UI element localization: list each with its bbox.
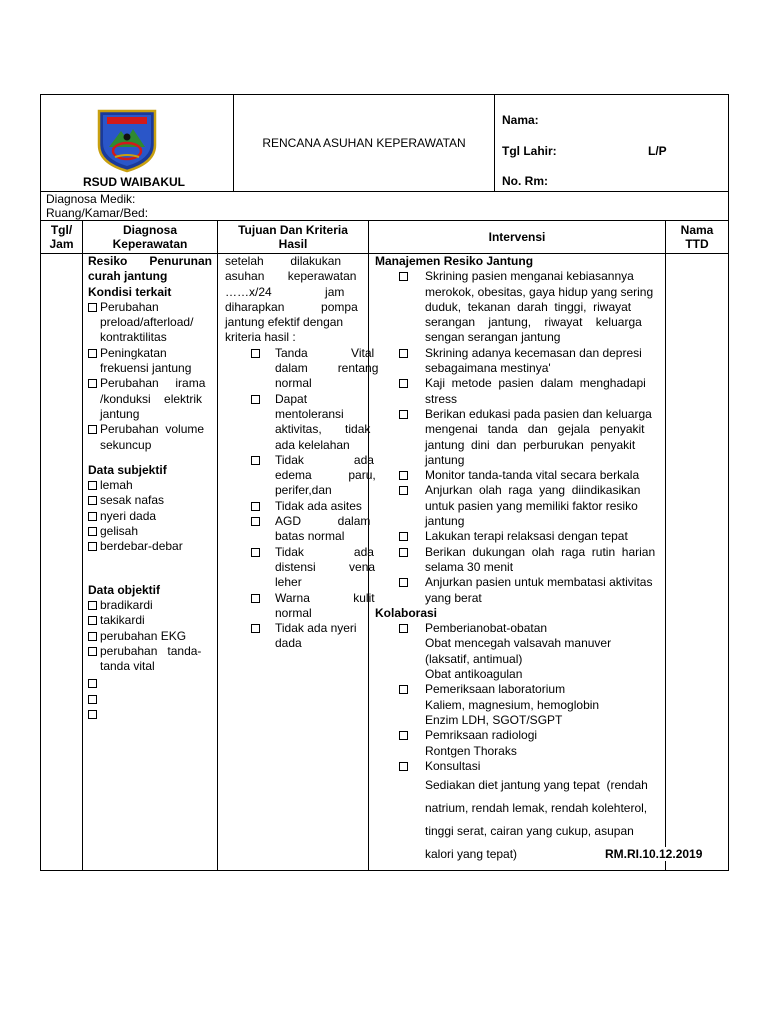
list-item-line: mentoleransi bbox=[275, 406, 344, 421]
list-item-line: normal bbox=[275, 376, 312, 391]
checkbox[interactable] bbox=[251, 517, 260, 526]
list-item-line: sekuncup bbox=[100, 437, 152, 452]
list-item bbox=[399, 575, 659, 606]
list-item-label: takikardi bbox=[100, 613, 145, 628]
kondisi-list bbox=[88, 300, 212, 453]
checkbox[interactable] bbox=[88, 527, 97, 536]
list-item-line: leher bbox=[275, 575, 302, 590]
list-item bbox=[399, 483, 659, 529]
col-intervensi-header: Intervensi bbox=[368, 220, 666, 254]
list-item-line: Enzim LDH, SGOT/SGPT bbox=[425, 712, 563, 727]
list-item-line: distensi vena bbox=[275, 559, 376, 574]
nama-label: Nama: bbox=[502, 113, 539, 127]
checkbox[interactable] bbox=[399, 379, 408, 388]
kolaborasi-heading: Kolaborasi bbox=[375, 605, 438, 620]
checkbox[interactable] bbox=[88, 481, 97, 490]
subjektif-list bbox=[88, 478, 212, 554]
list-item-label: sesak nafas bbox=[100, 493, 165, 508]
list-item bbox=[251, 621, 361, 652]
diagnosa-medik-label: Diagnosa Medik: bbox=[46, 192, 136, 206]
checkbox[interactable] bbox=[399, 578, 408, 587]
list-item-line: Rontgen Thoraks bbox=[425, 743, 517, 758]
list-item bbox=[399, 621, 659, 682]
list-item bbox=[399, 376, 659, 407]
list-item-line: aktivitas, tidak bbox=[275, 422, 371, 437]
list-item-line: Tidak ada asites bbox=[275, 498, 362, 513]
objektif-heading: Data objektif bbox=[88, 582, 161, 597]
list-item bbox=[399, 529, 659, 544]
body-intervensi-cell bbox=[368, 253, 666, 871]
checkbox[interactable] bbox=[399, 731, 408, 740]
form-code: RM.RI.10.12.2019 bbox=[605, 847, 703, 861]
list-item bbox=[251, 452, 376, 499]
empty-checkbox[interactable] bbox=[88, 676, 212, 691]
kondisi-heading: Kondisi terkait bbox=[88, 284, 172, 299]
list-item-line: Tanda Vital bbox=[275, 345, 375, 360]
tujuan-intro-line: ……x/24 jam bbox=[225, 284, 345, 299]
meta-cell bbox=[40, 191, 729, 221]
list-item-line: sebagaimana mestinya' bbox=[425, 361, 551, 376]
list-item-line: Skrining adanya kecemasan dan depresi bbox=[425, 345, 642, 360]
list-item bbox=[88, 509, 212, 524]
list-item-line: duduk, tekanan darah tinggi, riwayat bbox=[425, 299, 632, 314]
body-tgl-cell bbox=[40, 253, 83, 871]
list-item bbox=[399, 728, 659, 759]
list-item bbox=[399, 468, 659, 483]
list-item bbox=[399, 407, 659, 468]
col-tgl-header: Tgl/ Jam bbox=[40, 220, 83, 254]
list-item-line: Pemberianobat-obatan bbox=[425, 621, 548, 636]
checkbox[interactable] bbox=[88, 303, 97, 312]
checkbox[interactable] bbox=[399, 272, 408, 281]
diagnosa-title-line2: curah jantung bbox=[88, 269, 168, 284]
list-item-line: kalori yang tepat) bbox=[425, 847, 518, 862]
list-item-line: Berikan edukasi pada pasien dan keluarga bbox=[425, 406, 652, 421]
list-item-line: mengenai tanda dan gejala penyakit bbox=[425, 422, 645, 437]
list-item-line: tanda vital bbox=[100, 659, 155, 674]
checkbox[interactable] bbox=[399, 410, 408, 419]
col-tujuan-header: Tujuan Dan Kriteria Hasil bbox=[217, 220, 369, 254]
list-item bbox=[251, 391, 371, 453]
checkbox[interactable] bbox=[251, 548, 260, 557]
tujuan-intro bbox=[225, 254, 361, 346]
col-ttd-header: Nama TTD bbox=[665, 220, 729, 254]
list-item-line: Tidak ada bbox=[275, 544, 374, 559]
list-item-line: Kaliem, magnesium, hemoglobin bbox=[425, 697, 600, 712]
list-item bbox=[88, 539, 212, 554]
list-item-line: jantung bbox=[425, 514, 465, 529]
list-item bbox=[88, 629, 212, 644]
list-item-line: Lakukan terapi relaksasi dengan tepat bbox=[425, 529, 628, 544]
manajemen-heading: Manajemen Resiko Jantung bbox=[375, 254, 534, 268]
list-item-label: Perubahan volume bbox=[100, 422, 205, 437]
checkbox[interactable] bbox=[399, 762, 408, 771]
empty-checkbox[interactable] bbox=[88, 707, 212, 722]
checkbox[interactable] bbox=[399, 349, 408, 358]
ruang-label: Ruang/Kamar/Bed: bbox=[46, 206, 149, 220]
list-item-line: tinggi serat, cairan yang cukup, asupan bbox=[425, 824, 634, 839]
checkbox[interactable] bbox=[251, 456, 260, 465]
list-item-line: stress bbox=[425, 391, 458, 406]
header-title-cell bbox=[233, 94, 495, 192]
list-item bbox=[399, 346, 659, 377]
checkbox[interactable] bbox=[88, 647, 97, 656]
list-item bbox=[251, 544, 376, 591]
list-item bbox=[88, 613, 212, 628]
list-item bbox=[88, 422, 212, 453]
list-item-line: Tidak ada nyeri bbox=[275, 621, 357, 636]
list-item-line: sengan serangan jantung bbox=[425, 330, 561, 345]
checkbox[interactable] bbox=[251, 395, 260, 404]
list-item-line: normal bbox=[275, 605, 312, 620]
checkbox[interactable] bbox=[399, 624, 408, 633]
list-item-line: AGD dalam bbox=[275, 514, 371, 529]
list-item-label: bradikardi bbox=[100, 597, 153, 612]
tgl-lahir-label: Tgl Lahir: bbox=[502, 144, 557, 158]
body-tujuan-cell bbox=[217, 253, 379, 871]
list-item-label: perubahan EKG bbox=[100, 628, 187, 643]
empty-checkbox[interactable] bbox=[88, 692, 212, 707]
hospital-name: RSUD WAIBAKUL bbox=[83, 175, 185, 189]
list-item-line: kontraktilitas bbox=[100, 330, 167, 345]
list-item-label: lemah bbox=[100, 478, 133, 493]
list-item-line: perifer,dan bbox=[275, 483, 332, 498]
list-item-line: Pemeriksaan laboratorium bbox=[425, 682, 566, 697]
list-item-line: dalam rentang bbox=[275, 361, 379, 376]
list-item bbox=[399, 269, 659, 345]
list-item-line: selama 30 menit bbox=[425, 559, 514, 574]
checkbox[interactable] bbox=[88, 632, 97, 641]
document-title: RENCANA ASUHAN KEPERAWATAN bbox=[262, 136, 466, 150]
list-item-line: batas normal bbox=[275, 529, 345, 544]
checkbox[interactable] bbox=[88, 542, 97, 551]
header-patient-cell bbox=[494, 94, 729, 192]
criteria-list bbox=[251, 345, 379, 652]
list-item bbox=[399, 682, 659, 728]
list-item bbox=[88, 493, 212, 508]
list-item-label: Perubahan irama bbox=[100, 376, 206, 391]
hospital-emblem-icon bbox=[95, 107, 159, 173]
lp-label: L/P bbox=[648, 144, 667, 158]
list-item bbox=[251, 590, 375, 622]
list-item bbox=[251, 499, 361, 514]
body-diagnosa-cell bbox=[82, 253, 218, 871]
tujuan-intro-line: setelah dilakukan bbox=[225, 254, 342, 268]
diagnosa-title-line1: Resiko Penurunan bbox=[88, 254, 212, 268]
list-item-line: Obat mencegah valsavah manuver bbox=[425, 636, 612, 651]
checkbox[interactable] bbox=[88, 379, 97, 388]
list-item-line: (laksatif, antimual) bbox=[425, 651, 523, 666]
list-item-line: natrium, rendah lemak, rendah kolehterol, bbox=[425, 801, 648, 816]
tujuan-intro-line: kriteria hasil : bbox=[225, 330, 296, 345]
list-item-label: Peningkatan bbox=[100, 345, 167, 360]
list-item-line: serangan jantung, riwayat keluarga bbox=[425, 315, 642, 330]
list-item bbox=[251, 514, 371, 545]
list-item-line: /konduksi elektrik bbox=[100, 391, 203, 406]
list-item-line: preload/afterload/ bbox=[100, 315, 194, 330]
list-item bbox=[88, 478, 212, 493]
list-item-line: frekuensi jantung bbox=[100, 361, 192, 376]
checkbox[interactable] bbox=[399, 548, 408, 557]
list-item bbox=[88, 524, 212, 539]
list-item-label: berdebar-debar bbox=[100, 539, 183, 554]
tujuan-intro-line: jantung efektif dengan bbox=[225, 315, 344, 330]
list-item-line: Obat antikoagulan bbox=[425, 667, 523, 682]
checkbox[interactable] bbox=[88, 616, 97, 625]
list-item-label: perubahan tanda- bbox=[100, 643, 202, 658]
checkbox[interactable] bbox=[399, 486, 408, 495]
checkbox[interactable] bbox=[251, 502, 260, 511]
list-item-label: nyeri dada bbox=[100, 508, 157, 523]
list-item-line: Konsultasi bbox=[425, 758, 481, 773]
list-item-line: dada bbox=[275, 636, 302, 651]
col-diagnosa-header: Diagnosa Keperawatan bbox=[82, 220, 218, 254]
kolaborasi-list bbox=[399, 621, 659, 866]
checkbox[interactable] bbox=[251, 624, 260, 633]
checkbox[interactable] bbox=[88, 601, 97, 610]
list-item-label: gelisah bbox=[100, 524, 139, 539]
list-item-line: Skrining pasien menganai kebiasannya bbox=[425, 269, 634, 284]
list-item bbox=[88, 346, 212, 377]
list-item-line: Warna kulit bbox=[275, 590, 375, 605]
list-item-line: ada kelelahan bbox=[275, 437, 350, 452]
list-item-line: Sediakan diet jantung yang tepat (rendah bbox=[425, 778, 648, 793]
list-item-line: untuk pasien yang memiliki faktor resiko bbox=[425, 498, 638, 513]
list-item bbox=[88, 598, 212, 613]
list-item-line: Dapat bbox=[275, 391, 308, 406]
list-item-line: jantung bbox=[425, 452, 465, 467]
list-item-line: Anjurkan olah raga yang diindikasikan bbox=[425, 483, 641, 498]
checkbox[interactable] bbox=[88, 512, 97, 521]
list-item-line: Pemriksaan radiologi bbox=[425, 728, 538, 743]
manajemen-list bbox=[399, 269, 659, 606]
subjektif-heading: Data subjektif bbox=[88, 462, 167, 477]
list-item-line: edema paru, bbox=[275, 468, 376, 483]
list-item-line: yang berat bbox=[425, 590, 482, 605]
list-item-line: Anjurkan pasien untuk membatasi aktivitas bbox=[425, 575, 653, 590]
checkbox[interactable] bbox=[399, 471, 408, 480]
list-item-line: jantung bbox=[100, 406, 140, 421]
list-item-label: Perubahan bbox=[100, 299, 159, 314]
list-item-line: Monitor tanda-tanda vital secara berkala bbox=[425, 468, 640, 483]
no-rm-label: No. Rm: bbox=[502, 174, 548, 188]
checkbox[interactable] bbox=[399, 685, 408, 694]
list-item-line: Kaji metode pasien dalam menghadapi bbox=[425, 376, 646, 391]
body-ttd-cell bbox=[665, 253, 729, 871]
header-logo-cell bbox=[40, 94, 234, 192]
checkbox[interactable] bbox=[251, 349, 260, 358]
checkbox[interactable] bbox=[88, 496, 97, 505]
list-item bbox=[88, 644, 212, 675]
list-item bbox=[399, 545, 659, 576]
checkbox[interactable] bbox=[251, 594, 260, 603]
checkbox[interactable] bbox=[399, 532, 408, 541]
checkbox[interactable] bbox=[88, 349, 97, 358]
list-item bbox=[251, 345, 379, 392]
list-item-line: Tidak ada bbox=[275, 452, 374, 467]
list-item-line: jantung dini dan perburukan penyakit bbox=[425, 437, 636, 452]
list-item bbox=[88, 376, 212, 422]
checkbox[interactable] bbox=[88, 425, 97, 434]
tujuan-intro-line: diharapkan pompa bbox=[225, 299, 358, 314]
list-item-line: Berikan dukungan olah raga rutin harian bbox=[425, 544, 656, 559]
list-item-line: merokok, obesitas, gaya hidup yang sering bbox=[425, 284, 654, 299]
tujuan-intro-line: asuhan keperawatan bbox=[225, 269, 357, 284]
list-item bbox=[88, 300, 212, 346]
objektif-list bbox=[88, 598, 212, 674]
